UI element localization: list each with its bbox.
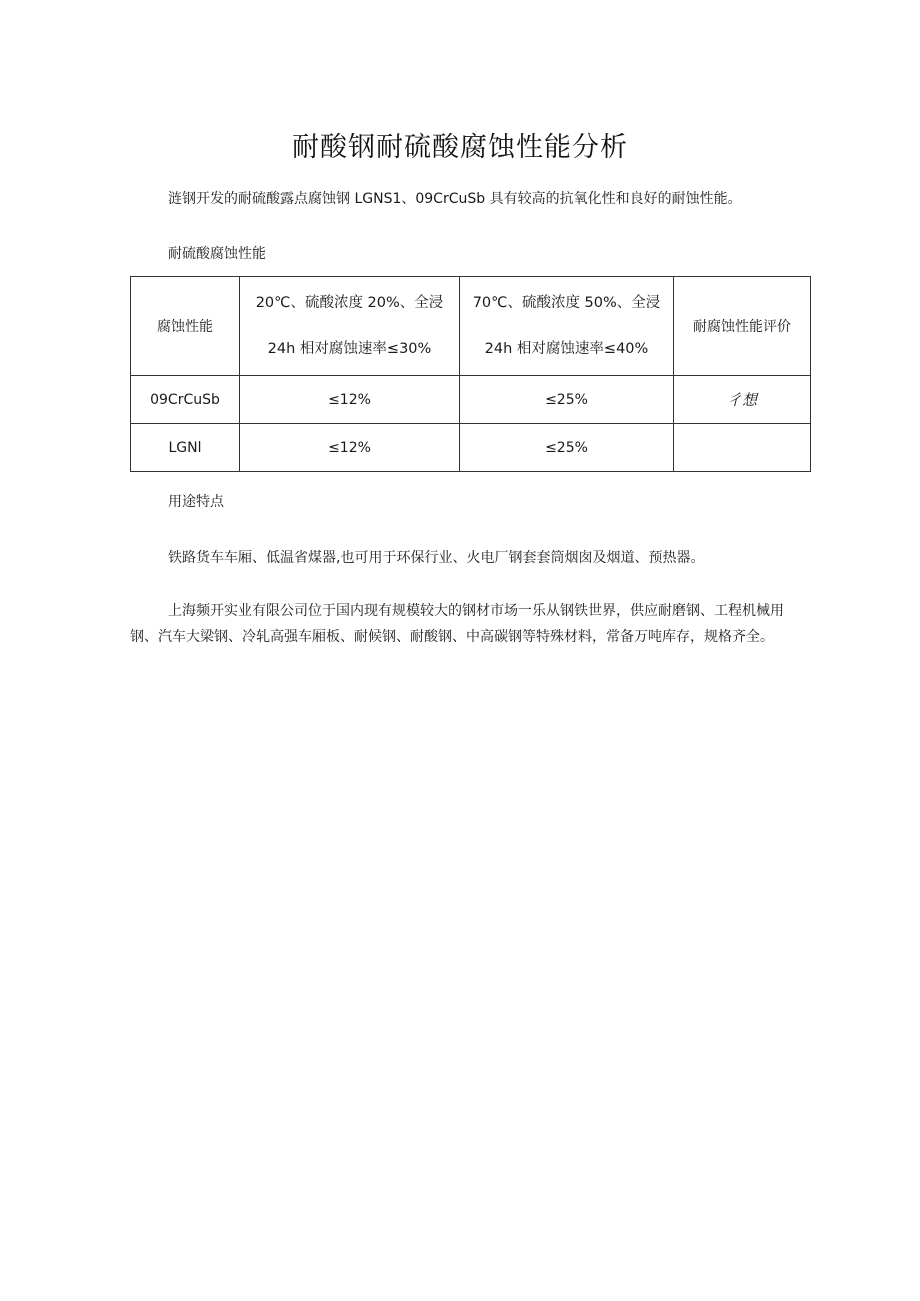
header-condition-70c-line1: 70℃、硫酸浓度 50%、全浸 [472, 295, 661, 311]
header-condition-20c [240, 277, 460, 376]
cell-rating: 彳想 [674, 376, 811, 424]
header-condition-20c-line2: 24h 相对腐蚀速率≤30% [267, 341, 432, 357]
document-title: 耐酸钢耐硫酸腐蚀性能分析 [292, 132, 628, 163]
usage-paragraph: 铁路货车车厢、低温省煤器,也可用于环保行业、火电厂钢套套筒烟囱及烟道、预热器。 [168, 550, 705, 566]
header-rating: 耐腐蚀性能评价 [674, 277, 811, 376]
cell-grade: 09CrCuSb [131, 376, 240, 424]
cell-grade: LGNl [131, 424, 240, 472]
company-paragraph: 上海频开实业有限公司位于国内现有规模较大的钢材市场一乐从钢铁世界，供应耐磨钢、工程机械用钢、汽车大梁钢、冷轧高强车厢板、耐候钢、耐酸钢、中高碳钢等特殊材料，常备万吨库存，规格齐全。 [130, 603, 784, 645]
corrosion-performance-table [130, 276, 811, 472]
cell-rate-70c: ≤25% [460, 424, 674, 472]
cell-rate-70c: ≤25% [460, 376, 674, 424]
cell-rate-20c: ≤12% [240, 424, 460, 472]
header-condition-20c-line1: 20℃、硫酸浓度 20%、全浸 [255, 295, 444, 311]
intro-paragraph: 涟钢开发的耐硫酸露点腐蚀钢 LGNS1、09CrCuSb 具有较高的抗氧化性和良好的耐蚀性能。 [168, 191, 742, 207]
corrosion-section-label: 耐硫酸腐蚀性能 [168, 246, 266, 262]
table-row [131, 376, 811, 424]
header-condition-70c-line2: 24h 相对腐蚀速率≤40% [484, 341, 649, 357]
usage-section-label: 用途特点 [168, 494, 224, 510]
table-row [131, 424, 811, 472]
table-header-row [131, 277, 811, 376]
header-condition-70c [460, 277, 674, 376]
header-corrosion-performance: 腐蚀性能 [131, 277, 240, 376]
cell-rating [674, 424, 811, 472]
cell-rate-20c: ≤12% [240, 376, 460, 424]
